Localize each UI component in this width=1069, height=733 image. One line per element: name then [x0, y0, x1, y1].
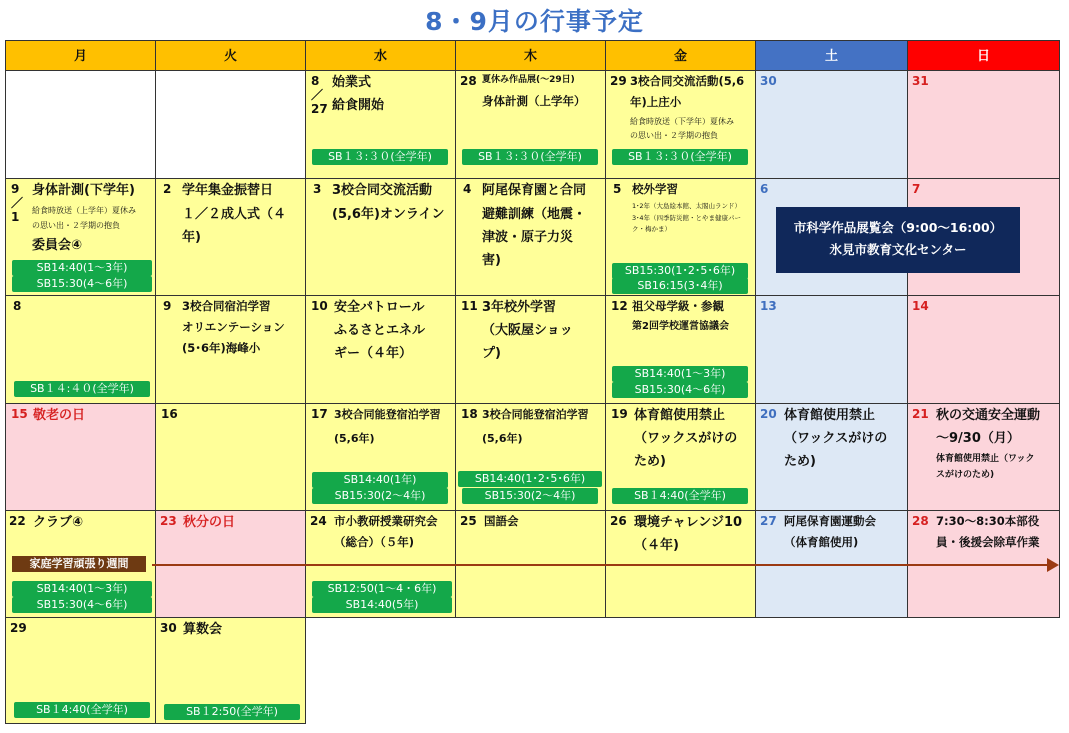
day-number: 5 [613, 182, 622, 196]
event-text: （ワックスがけの [784, 431, 888, 446]
event-text: （４年) [634, 538, 679, 553]
day-number: 13 [760, 299, 777, 313]
cell-r3-wed [305, 295, 456, 404]
day-number: 9 [163, 299, 172, 313]
day-number: 4 [463, 182, 472, 196]
event-text: 避難訓練（地震・ [482, 207, 587, 222]
day-number: 24 [310, 514, 327, 528]
cell-r1-fri [605, 70, 756, 179]
school-bus-badge: SB14:40(1～3年) [12, 260, 152, 276]
day-number: 9／1 [11, 182, 24, 224]
event-text: クラブ④ [33, 515, 84, 530]
event-text: プ) [482, 346, 501, 361]
home-study-week-arrow [152, 564, 1050, 566]
header-mon: 月 [5, 40, 156, 71]
school-bus-badge: SB15:30(4～6年) [12, 597, 152, 613]
event-text: の思い出・２学期の抱負 [630, 131, 718, 140]
event-text: 安全パトロール [334, 300, 425, 315]
event-text: (5,6年)オンライン [332, 207, 445, 222]
day-number: 12 [611, 299, 628, 313]
event-text: ～9/30（月） [936, 431, 1020, 446]
school-bus-badge: SB15:30(1･2･5･6年) [612, 263, 748, 279]
exhibition-title: 市科学作品展覧会（9:00～16:00） [793, 220, 1003, 235]
day-number: 30 [760, 74, 777, 88]
cell-r1-thu [455, 70, 606, 179]
day-number: 15 [11, 407, 28, 421]
event-text: ため) [784, 454, 816, 469]
cell-r4-fri [605, 403, 756, 511]
exhibition-venue: 氷見市教育文化センター [829, 242, 967, 257]
science-exhibition-banner [776, 207, 1020, 273]
event-text: 阿尾保育園運動会 [784, 514, 876, 528]
holiday-label: 秋分の日 [183, 515, 236, 530]
event-text: （総合）（５年) [334, 535, 415, 549]
day-number: 28 [460, 74, 477, 88]
cell-r1-sun [907, 70, 1060, 179]
cell-r6-tue [155, 617, 306, 724]
event-text: 夏休み作品展(～29日) [482, 75, 575, 85]
event-text: 年)上庄小 [630, 95, 682, 109]
event-text: （体育館使用) [784, 535, 859, 549]
day-number: 8 [13, 299, 22, 313]
event-text: (5･6年)海峰小 [182, 341, 261, 355]
header-sun: 日 [907, 40, 1060, 71]
cell-r3-fri [605, 295, 756, 404]
event-text: 体育館使用禁止 [634, 408, 726, 423]
cell-r4-tue [155, 403, 306, 511]
day-number: 28 [912, 514, 929, 528]
event-text: 3･4年（四季防災館・とやま健康パーク・梅かま） [632, 214, 742, 233]
holiday-label: 敬老の日 [33, 408, 86, 423]
event-text: の思い出・２学期の抱負 [32, 221, 120, 230]
cell-r1-wed [305, 70, 456, 179]
event-text: 3校合同能登宿泊学習 [482, 408, 589, 421]
school-bus-badge: SB15:30(4～6年) [12, 276, 152, 292]
cell-r4-wed [305, 403, 456, 511]
day-number: 16 [161, 407, 178, 421]
event-text: (5,6年) [334, 432, 375, 445]
header-thu: 木 [455, 40, 606, 71]
school-bus-badge: SB１2:50(全学年) [164, 704, 300, 720]
event-text: 3校合同能登宿泊学習 [334, 408, 441, 421]
event-text: 市小教研授業研究会 [334, 514, 438, 528]
day-number: 29 [10, 621, 27, 635]
day-number: 10 [311, 299, 328, 313]
day-number: 3 [313, 182, 322, 196]
school-bus-badge: SB15:30(4～6年) [612, 382, 748, 398]
cell-r4-sat [755, 403, 908, 511]
event-text: （ワックスがけの [634, 431, 738, 446]
school-bus-badge: SB１4:40(全学年) [14, 702, 150, 718]
event-text: １／２成人式（４ [182, 207, 287, 222]
header-sat: 土 [755, 40, 908, 71]
cell-r3-sun [907, 295, 1060, 404]
event-text: 7:30～8:30本部役 [936, 514, 1040, 528]
event-text: 3校合同宿泊学習 [182, 299, 271, 313]
day-number: 6 [760, 182, 769, 196]
event-text: 給食開始 [332, 98, 385, 113]
school-bus-badge: SB16:15(3･4年) [612, 278, 748, 294]
day-number: 27 [760, 514, 777, 528]
day-number: 22 [9, 514, 26, 528]
day-number: 14 [912, 299, 929, 313]
day-number: 31 [912, 74, 929, 88]
day-number: 19 [611, 407, 628, 421]
arrow-head-icon [1047, 558, 1059, 572]
day-number: 20 [760, 407, 777, 421]
event-text: 学年集金振替日 [182, 183, 274, 198]
event-text: 員・後援会除草作業 [936, 535, 1040, 549]
day-number: 26 [610, 514, 627, 528]
day-number: 23 [160, 514, 177, 528]
event-text: 算数会 [183, 622, 223, 637]
event-text: 委員会④ [32, 238, 83, 253]
event-text: 体育館使用禁止 [784, 408, 876, 423]
header-wed: 水 [305, 40, 456, 71]
day-number: 30 [160, 621, 177, 635]
event-text: 校外学習 [632, 182, 678, 196]
event-text: （大阪屋ショッ [482, 323, 573, 338]
school-bus-badge: SB１4:40(全学年) [612, 488, 748, 504]
event-text: ため) [634, 454, 666, 469]
cell-r1-mon [5, 70, 156, 179]
event-text: ギー（４年） [334, 346, 413, 361]
cell-r4-thu [455, 403, 606, 511]
cell-r2-tue [155, 178, 306, 296]
event-text: 秋の交通安全運動 [936, 408, 1041, 423]
event-text: 給食時放送（下学年）夏休み [630, 117, 734, 126]
cell-r2-thu [455, 178, 606, 296]
header-tue: 火 [155, 40, 306, 71]
school-bus-badge: SB14:40(1～3年) [12, 581, 152, 597]
school-bus-badge: SB１３:３０(全学年) [612, 149, 748, 165]
school-bus-badge: SB12:50(1～4・6年) [312, 581, 452, 597]
school-bus-badge: SB15:30(2～4年) [462, 488, 598, 504]
event-text: 津波・原子力災 [482, 230, 574, 245]
event-text: 阿尾保育園と合同 [482, 183, 587, 198]
school-bus-badge: SB１３:３０(全学年) [462, 149, 598, 165]
day-number: 18 [461, 407, 478, 421]
cell-r4-sun [907, 403, 1060, 511]
event-text: (5,6年) [482, 432, 523, 445]
event-text: 3校合同交流活動(5,6 [630, 74, 745, 88]
day-number: 11 [461, 299, 478, 313]
day-number: 2 [163, 182, 172, 196]
school-bus-badge: SB１３:３０(全学年) [312, 149, 448, 165]
event-text: 祖父母学級・参観 [632, 299, 724, 313]
event-text: 給食時放送（上学年）夏休み [32, 206, 136, 215]
event-text: オリエンテーション [182, 320, 285, 334]
day-number: 25 [460, 514, 477, 528]
event-text: 始業式 [332, 75, 372, 90]
cell-r4-mon [5, 403, 156, 511]
page-title: 8・9月の行事予定 [425, 7, 644, 36]
cell-r1-tue [155, 70, 306, 179]
school-bus-badge: SB14:40(1～3年) [612, 366, 748, 382]
event-text: 体育館使用禁止（ワック [936, 454, 1035, 464]
event-text: 3校合同交流活動 [332, 183, 433, 198]
school-bus-badge: SB14:40(1･2･5･6年) [458, 471, 602, 487]
school-bus-badge: SB14:40(5年) [312, 597, 452, 613]
event-text: 1･2年（大島絵本館、太閤山ランド） [632, 202, 742, 210]
event-text: 身体計測(下学年) [32, 183, 135, 198]
cell-r2-mon [5, 178, 156, 296]
cell-r3-mon [5, 295, 156, 404]
school-bus-badge: SB１４:４０(全学年) [14, 381, 150, 397]
cell-r3-tue [155, 295, 306, 404]
event-text: 国語会 [484, 514, 519, 528]
cell-r2-wed [305, 178, 456, 296]
header-fri: 金 [605, 40, 756, 71]
event-text: 年) [182, 230, 201, 245]
day-number: 21 [912, 407, 929, 421]
event-text: スがけのため) [936, 470, 995, 480]
event-text: 環境チャレンジ10 [634, 515, 743, 530]
cell-r2-fri [605, 178, 756, 296]
event-text: 3年校外学習 [482, 300, 557, 315]
day-number: 7 [912, 182, 921, 196]
cell-r1-sat [755, 70, 908, 179]
event-text: ふるさとエネル [334, 323, 426, 338]
event-text: 身体計測（上学年） [482, 94, 586, 108]
home-study-week-badge: 家庭学習頑張り週間 [12, 556, 146, 572]
event-text: 害) [482, 253, 501, 268]
cell-r3-sat [755, 295, 908, 404]
day-number: 29 [610, 74, 627, 88]
day-number: 17 [311, 407, 328, 421]
day-number: 8／27 [311, 74, 328, 116]
school-bus-badge: SB14:40(1年) [312, 472, 448, 488]
cell-r6-mon [5, 617, 156, 724]
school-bus-badge: SB15:30(2～4年) [312, 488, 448, 504]
event-text: 第2回学校運営協議会 [632, 321, 729, 332]
cell-r3-thu [455, 295, 606, 404]
